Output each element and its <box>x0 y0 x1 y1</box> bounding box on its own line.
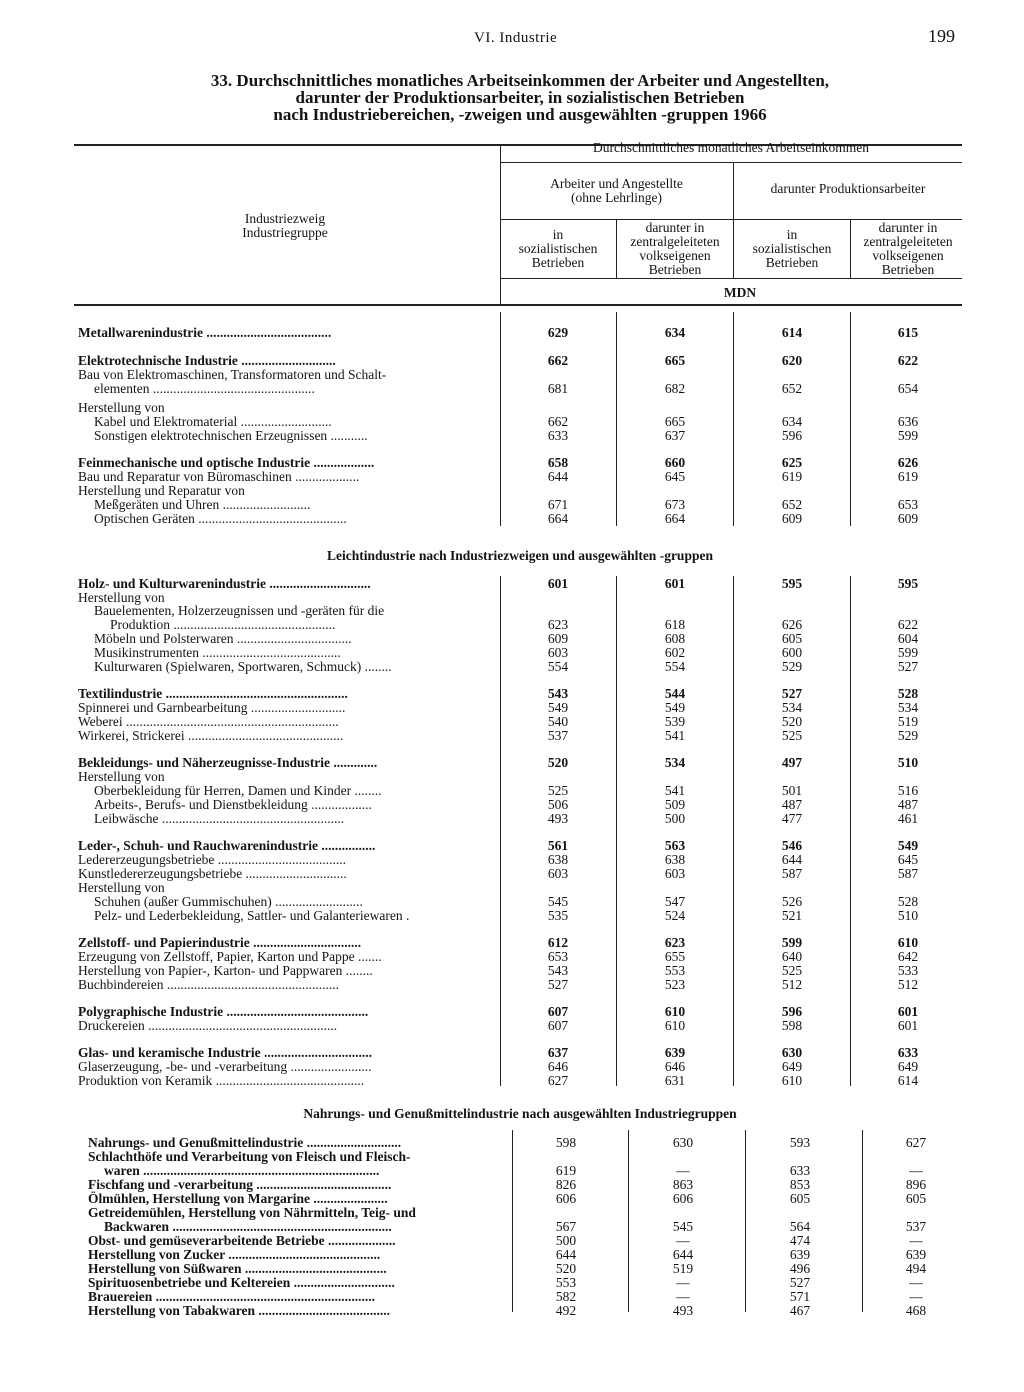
row-value: 564 <box>789 1219 811 1234</box>
row-value: 587 <box>897 866 919 881</box>
row-value: — <box>909 1289 923 1304</box>
unit-label: MDN <box>723 285 757 300</box>
row-value: 637 <box>664 428 686 443</box>
row-value: 540 <box>547 714 569 729</box>
row-label: Metallwarenindustrie ..................................... <box>78 325 332 340</box>
row-value: 636 <box>897 414 919 429</box>
row-label: Brauereien ................................................................. <box>88 1289 375 1304</box>
row-value: 537 <box>905 1219 927 1234</box>
row-value: 626 <box>897 455 919 470</box>
row-value: 512 <box>781 977 803 992</box>
row-label: Glaserzeugung, -be- und -verarbeitung ........................ <box>78 1059 372 1074</box>
section-heading-leichtindustrie: Leichtindustrie nach Industriezweigen und ausgewählten -gruppen <box>327 548 713 563</box>
row-value: 545 <box>547 894 569 909</box>
row-value: 637 <box>547 1045 569 1060</box>
row-value: 604 <box>897 631 919 646</box>
row-value: 634 <box>664 325 686 340</box>
row-value: 600 <box>781 645 803 660</box>
row-value: 623 <box>664 935 686 950</box>
row-label: Nahrungs- und Genußmittelindustrie ............................ <box>88 1135 402 1150</box>
row-value: 645 <box>897 852 919 867</box>
row-value: 541 <box>664 783 686 798</box>
row-value: 622 <box>897 353 919 368</box>
row-value: 896 <box>905 1177 927 1192</box>
section-heading-nahrungsindustrie: Nahrungs- und Genußmittelindustrie nach ausgewählten Industriegruppen <box>303 1106 737 1121</box>
row-value: 599 <box>897 645 919 660</box>
row-value: 563 <box>664 838 686 853</box>
row-value: 664 <box>547 511 569 526</box>
row-value: 654 <box>897 381 919 396</box>
row-value: 467 <box>789 1303 811 1318</box>
column-rule <box>500 312 501 526</box>
row-label: Pelz- und Lederbekleidung, Sattler- und Galanteriewaren . <box>94 908 410 923</box>
row-value: 660 <box>664 455 686 470</box>
row-value: 826 <box>555 1177 577 1192</box>
row-value: 638 <box>547 852 569 867</box>
row-value: 614 <box>897 1073 919 1088</box>
row-value: 534 <box>897 700 919 715</box>
row-label: Buchbindereien ................................................... <box>78 977 339 992</box>
title-line-1: 33. Durchschnittliches monatliches Arbeitseinkommen der Arbeiter und Angestellten, <box>210 71 830 90</box>
row-value: 646 <box>547 1059 569 1074</box>
row-label: Bau und Reparatur von Büromaschinen ................... <box>78 469 360 484</box>
row-value: 640 <box>781 949 803 964</box>
row-value: — <box>676 1275 690 1290</box>
row-value: 525 <box>781 963 803 978</box>
row-value: 596 <box>781 1004 803 1019</box>
row-value: 595 <box>897 576 919 591</box>
row-value: 519 <box>672 1261 694 1276</box>
group2-header: darunter Produktionsarbeiter <box>770 181 926 196</box>
row-value: 644 <box>547 469 569 484</box>
row-value: 607 <box>547 1018 569 1033</box>
row-value: 653 <box>547 949 569 964</box>
row-value: 649 <box>781 1059 803 1074</box>
row-value: 602 <box>664 645 686 660</box>
row-value: 477 <box>781 811 803 826</box>
row-value: 655 <box>664 949 686 964</box>
row-value: — <box>676 1289 690 1304</box>
column-rule <box>850 576 851 1086</box>
column-rule <box>512 1130 513 1312</box>
row-value: 554 <box>664 659 686 674</box>
row-value: 619 <box>781 469 803 484</box>
row-value: 664 <box>664 511 686 526</box>
row-label: Kabel und Elektromaterial ........................... <box>94 414 332 429</box>
row-value: — <box>909 1233 923 1248</box>
row-value: 610 <box>664 1004 686 1019</box>
row-value: 587 <box>781 866 803 881</box>
row-value: 525 <box>547 783 569 798</box>
row-value: 633 <box>897 1045 919 1060</box>
row-value: 492 <box>555 1303 577 1318</box>
column-rule <box>616 576 617 1086</box>
row-value: 626 <box>781 617 803 632</box>
row-value: 596 <box>781 428 803 443</box>
row-value: 605 <box>781 631 803 646</box>
row-value: 601 <box>897 1018 919 1033</box>
row-value: 652 <box>781 381 803 396</box>
column-rule <box>733 576 734 1086</box>
row-label: Textilindustrie ...................................................... <box>78 686 348 701</box>
row-value: 535 <box>547 908 569 923</box>
row-value: 571 <box>789 1289 811 1304</box>
row-value: 609 <box>547 631 569 646</box>
row-label: Wirkerei, Strickerei .............................................. <box>78 728 344 743</box>
table-title <box>130 72 910 123</box>
row-value: 493 <box>672 1303 694 1318</box>
row-value: 487 <box>781 797 803 812</box>
row-label: Druckereien ........................................................ <box>78 1018 338 1033</box>
row-value: — <box>909 1275 923 1290</box>
row-value: 598 <box>781 1018 803 1033</box>
row-value: 595 <box>781 576 803 591</box>
row-label: Zellstoff- und Papierindustrie ................................ <box>78 935 362 950</box>
row-label: Produktion von Keramik ............................................ <box>78 1073 365 1088</box>
row-value: 525 <box>781 728 803 743</box>
row-value: 601 <box>664 576 686 591</box>
row-value: 625 <box>781 455 803 470</box>
row-label: Kunstledererzeugungsbetriebe .............................. <box>78 866 347 881</box>
row-value: 494 <box>905 1261 927 1276</box>
row-label: Bekleidungs- und Näherzeugnisse-Industrie ............. <box>78 755 378 770</box>
row-value: 534 <box>664 755 686 770</box>
row-value: 631 <box>664 1073 686 1088</box>
column-rule <box>500 576 501 1086</box>
header-top-label: Durchschnittliches monatliches Arbeitseinkommen <box>593 140 869 155</box>
row-value: 673 <box>664 497 686 512</box>
row-value: 665 <box>664 353 686 368</box>
row-label: Sonstigen elektrotechnischen Erzeugnissen ........... <box>94 428 368 443</box>
row-value: 610 <box>781 1073 803 1088</box>
title-line-2: darunter der Produktionsarbeiter, in sozialistischen Betrieben <box>295 88 745 107</box>
row-label: Meßgeräten und Uhren .......................... <box>94 497 311 512</box>
row-value: 649 <box>897 1059 919 1074</box>
column-rule <box>628 1130 629 1312</box>
row-value: 682 <box>664 381 686 396</box>
column-rule <box>733 312 734 526</box>
row-value: 521 <box>781 908 803 923</box>
row-value: 549 <box>897 838 919 853</box>
row-value: 671 <box>547 497 569 512</box>
row-value: 474 <box>789 1233 811 1248</box>
row-label: Polygraphische Industrie .......................................... <box>78 1004 369 1019</box>
row-value: 630 <box>672 1135 694 1150</box>
row-value: 493 <box>547 811 569 826</box>
row-value: 524 <box>664 908 686 923</box>
row-value: 612 <box>547 935 569 950</box>
row-value: 520 <box>547 755 569 770</box>
row-label: Leibwäsche ...................................................... <box>94 811 345 826</box>
row-value: 582 <box>555 1289 577 1304</box>
col-a-header: in sozialistischen Betrieben <box>518 227 598 270</box>
row-value: 468 <box>905 1303 927 1318</box>
row-value: 496 <box>789 1261 811 1276</box>
row-label: Getreidemühlen, Herstellung von Nährmitteln, Teig- und <box>88 1205 416 1220</box>
row-value: 509 <box>664 797 686 812</box>
row-value: 593 <box>789 1135 811 1150</box>
row-value: 553 <box>664 963 686 978</box>
row-value: 633 <box>789 1163 811 1178</box>
row-value: 599 <box>897 428 919 443</box>
row-value: 614 <box>781 325 803 340</box>
row-value: 639 <box>789 1247 811 1262</box>
row-value: 603 <box>664 866 686 881</box>
row-value: 633 <box>547 428 569 443</box>
row-value: 527 <box>789 1275 811 1290</box>
row-value: 642 <box>897 949 919 964</box>
column-rule <box>616 312 617 526</box>
row-value: 547 <box>664 894 686 909</box>
row-value: 619 <box>555 1163 577 1178</box>
row-label: Obst- und gemüseverarbeitende Betriebe .................... <box>88 1233 396 1248</box>
row-label: Feinmechanische und optische Industrie .................. <box>78 455 375 470</box>
row-value: 549 <box>547 700 569 715</box>
row-value: 606 <box>672 1191 694 1206</box>
row-value: 506 <box>547 797 569 812</box>
row-value: 630 <box>781 1045 803 1060</box>
row-value: 561 <box>547 838 569 853</box>
row-label: Oberbekleidung für Herren, Damen und Kinder ........ <box>94 783 382 798</box>
column-rule <box>862 1130 863 1312</box>
row-value: 520 <box>555 1261 577 1276</box>
row-value: 545 <box>672 1219 694 1234</box>
row-value: 618 <box>664 617 686 632</box>
row-value: 639 <box>664 1045 686 1060</box>
row-value: 627 <box>547 1073 569 1088</box>
row-value: 652 <box>781 497 803 512</box>
row-value: 603 <box>547 645 569 660</box>
row-value: 601 <box>547 576 569 591</box>
row-value: 512 <box>897 977 919 992</box>
row-label: Fischfang und -verarbeitung ........................................ <box>88 1177 392 1192</box>
row-label: Optischen Geräten ............................................ <box>94 511 347 526</box>
page-number: 199 <box>928 26 955 46</box>
row-value: 646 <box>664 1059 686 1074</box>
row-label: Elektrotechnische Industrie ............................ <box>78 353 336 368</box>
row-value: 644 <box>672 1247 694 1262</box>
stub-header: Industriezweig Industriegruppe <box>242 211 328 240</box>
row-value: 606 <box>555 1191 577 1206</box>
row-value: 497 <box>781 755 803 770</box>
row-label: Herstellung von Zucker ............................................. <box>88 1247 381 1262</box>
row-value: 546 <box>781 838 803 853</box>
row-value: 533 <box>897 963 919 978</box>
row-value: 853 <box>789 1177 811 1192</box>
row-value: 653 <box>897 497 919 512</box>
row-label: Spinnerei und Garnbearbeitung ............................ <box>78 700 346 715</box>
col-d-header: darunter in zentralgeleiteten volkseigenen Betrieben <box>863 220 953 277</box>
row-value: 609 <box>897 511 919 526</box>
row-value: 599 <box>781 935 803 950</box>
row-value: 608 <box>664 631 686 646</box>
row-label: Ledererzeugungsbetriebe ...................................... <box>78 852 347 867</box>
row-value: 598 <box>555 1135 577 1150</box>
col-c-header: in sozialistischen Betrieben <box>752 227 832 270</box>
row-label: Herstellung von Süßwaren .......................................... <box>88 1261 387 1276</box>
column-rule <box>745 1130 746 1312</box>
row-value: 665 <box>664 414 686 429</box>
row-value: 645 <box>664 469 686 484</box>
header-rule-unit <box>500 278 962 279</box>
row-value: 529 <box>897 728 919 743</box>
row-value: 537 <box>547 728 569 743</box>
row-label: Herstellung und Reparatur von <box>78 483 245 498</box>
row-value: 662 <box>547 414 569 429</box>
header-bottom-rule <box>74 304 962 306</box>
row-value: 541 <box>664 728 686 743</box>
row-label: Arbeits-, Berufs- und Dienstbekleidung .................. <box>94 797 372 812</box>
row-value: 529 <box>781 659 803 674</box>
row-label: Bau von Elektromaschinen, Transformatoren und Schalt- <box>78 367 387 382</box>
row-value: 610 <box>897 935 919 950</box>
column-rule <box>850 312 851 526</box>
row-value: 644 <box>555 1247 577 1262</box>
row-value: 603 <box>547 866 569 881</box>
row-value: 510 <box>897 908 919 923</box>
row-label: Weberei ............................................................... <box>78 714 339 729</box>
row-value: 500 <box>555 1233 577 1248</box>
row-value: 516 <box>897 783 919 798</box>
row-label: Ölmühlen, Herstellung von Margarine ...................... <box>88 1191 388 1206</box>
row-value: 528 <box>897 894 919 909</box>
row-value: 638 <box>664 852 686 867</box>
col-b-header: darunter in zentralgeleiteten volkseigenen Betrieben <box>630 220 720 277</box>
row-label: Herstellung von <box>78 880 165 895</box>
row-value: 461 <box>897 811 919 826</box>
row-label: waren ...................................................................... <box>104 1163 380 1178</box>
row-value: 520 <box>781 714 803 729</box>
row-label: elementen ................................................ <box>94 381 315 396</box>
row-value: 528 <box>897 686 919 701</box>
row-value: 543 <box>547 963 569 978</box>
row-value: 527 <box>897 659 919 674</box>
row-value: — <box>676 1163 690 1178</box>
row-label: Herstellung von <box>78 769 165 784</box>
row-label: Leder-, Schuh- und Rauchwarenindustrie ................ <box>78 838 376 853</box>
row-value: 544 <box>664 686 686 701</box>
row-label: Herstellung von <box>78 400 165 415</box>
row-value: 662 <box>547 353 569 368</box>
row-value: 634 <box>781 414 803 429</box>
row-value: 534 <box>781 700 803 715</box>
row-value: 510 <box>897 755 919 770</box>
row-label: Schuhen (außer Gummischuhen) .......................... <box>94 894 363 909</box>
title-line-3: nach Industriebereichen, -zweigen und ausgewählten -gruppen 1966 <box>273 105 767 124</box>
row-value: 567 <box>555 1219 577 1234</box>
row-value: 549 <box>664 700 686 715</box>
header-rule-under-top <box>500 162 962 163</box>
row-value: 623 <box>547 617 569 632</box>
row-value: 539 <box>664 714 686 729</box>
row-value: 681 <box>547 381 569 396</box>
row-value: 609 <box>781 511 803 526</box>
row-value: 863 <box>672 1177 694 1192</box>
row-value: 615 <box>897 325 919 340</box>
row-label: Bauelementen, Holzerzeugnissen und -geräten für die <box>94 603 385 618</box>
row-value: 519 <box>897 714 919 729</box>
row-label: Produktion ................................................ <box>110 617 336 632</box>
row-value: 500 <box>664 811 686 826</box>
row-value: 639 <box>905 1247 927 1262</box>
row-value: 610 <box>664 1018 686 1033</box>
row-label: Backwaren ................................................................. <box>104 1219 392 1234</box>
row-value: 619 <box>897 469 919 484</box>
row-value: 543 <box>547 686 569 701</box>
row-label: Glas- und keramische Industrie ................................ <box>78 1045 373 1060</box>
row-value: 627 <box>905 1135 927 1150</box>
row-label: Herstellung von Papier-, Karton- und Pappwaren ........ <box>78 963 373 978</box>
row-label: Möbeln und Polsterwaren .................................. <box>94 631 352 646</box>
row-label: Holz- und Kulturwarenindustrie .............................. <box>78 576 371 591</box>
row-label: Kulturwaren (Spielwaren, Sportwaren, Schmuck) ........ <box>94 659 392 674</box>
row-value: 527 <box>547 977 569 992</box>
row-value: 527 <box>781 686 803 701</box>
row-value: 553 <box>555 1275 577 1290</box>
row-label: Herstellung von Tabakwaren ....................................... <box>88 1303 391 1318</box>
row-label: Herstellung von <box>78 590 165 605</box>
row-value: 526 <box>781 894 803 909</box>
row-value: 523 <box>664 977 686 992</box>
row-value: 622 <box>897 617 919 632</box>
row-value: 501 <box>781 783 803 798</box>
row-label: Musikinstrumenten ......................................... <box>94 645 341 660</box>
row-value: — <box>909 1163 923 1178</box>
running-head: VI. Industrie <box>474 30 558 46</box>
row-value: 644 <box>781 852 803 867</box>
row-value: 620 <box>781 353 803 368</box>
row-value: — <box>676 1233 690 1248</box>
row-label: Spirituosenbetriebe und Keltereien .............................. <box>88 1275 395 1290</box>
row-value: 554 <box>547 659 569 674</box>
row-value: 607 <box>547 1004 569 1019</box>
row-value: 658 <box>547 455 569 470</box>
row-value: 601 <box>897 1004 919 1019</box>
row-label: Schlachthöfe und Verarbeitung von Fleisch und Fleisch- <box>88 1149 411 1164</box>
row-value: 487 <box>897 797 919 812</box>
group1-header: Arbeiter und Angestellte (ohne Lehrlinge) <box>550 176 683 205</box>
row-label: Erzeugung von Zellstoff, Papier, Karton und Pappe ....... <box>78 949 382 964</box>
row-value: 605 <box>905 1191 927 1206</box>
header-vline-stub <box>500 144 501 306</box>
row-value: 629 <box>547 325 569 340</box>
row-value: 605 <box>789 1191 811 1206</box>
